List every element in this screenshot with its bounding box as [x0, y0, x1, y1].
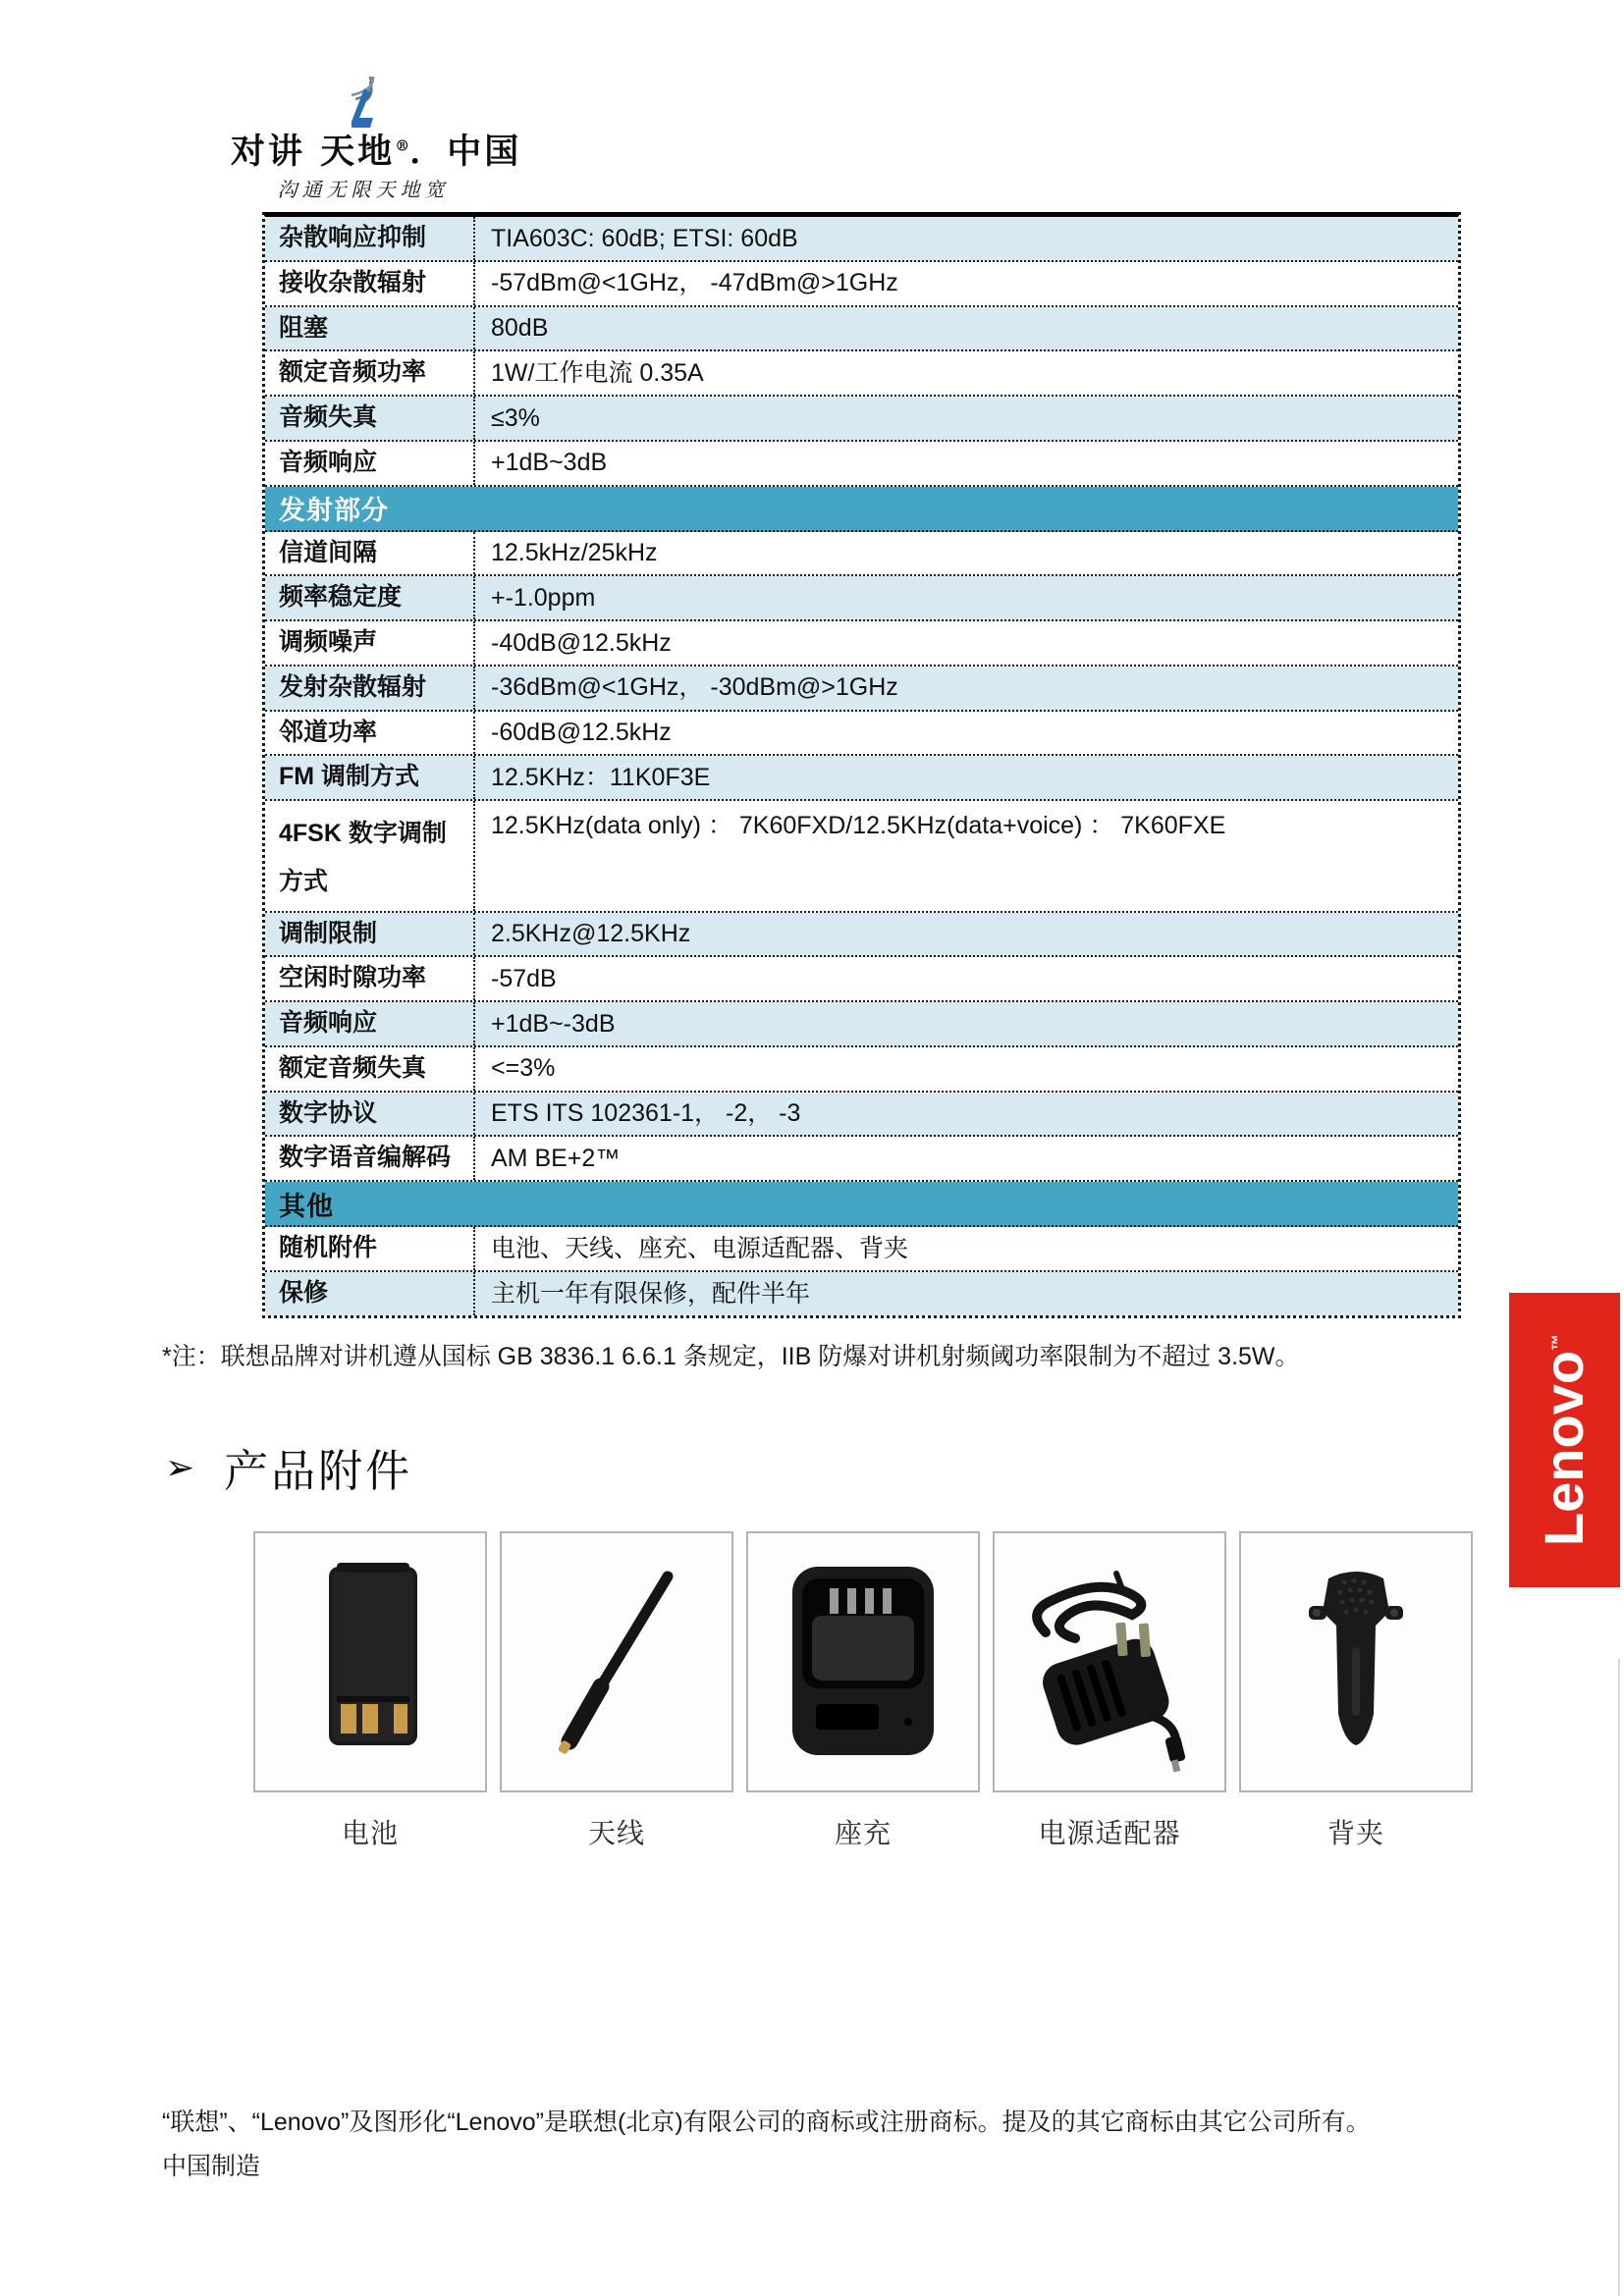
- spec-row: [265, 442, 1458, 487]
- spec-value: 2.5KHz@12.5KHz: [491, 920, 691, 948]
- brand-separator: ．: [409, 132, 448, 172]
- spec-table: [262, 212, 1461, 1318]
- lenovo-wordmark: [1533, 1333, 1596, 1547]
- charger-base-icon: [765, 1549, 961, 1775]
- spec-row: [265, 957, 1458, 1002]
- spec-value: 80dB: [491, 314, 549, 343]
- spec-value: 电池、天线、座充、电源适配器、背夹: [491, 1234, 909, 1262]
- spec-label: 阻塞: [265, 307, 475, 350]
- spec-label: 邻道功率: [265, 712, 475, 755]
- spec-row: [265, 712, 1458, 757]
- spec-label: 音频失真: [265, 397, 475, 440]
- brand-logo: [231, 77, 522, 202]
- spec-value: AM BE+2™: [491, 1144, 621, 1172]
- spec-row: [265, 1272, 1458, 1315]
- spec-label: 信道间隔: [265, 532, 475, 575]
- battery-image: [253, 1531, 487, 1792]
- spec-row: [265, 1093, 1458, 1138]
- spec-label: 4FSK 数字调制方式: [265, 801, 475, 911]
- spec-value: <=3%: [491, 1054, 556, 1083]
- spec-row: [265, 217, 1458, 262]
- spec-row: [265, 756, 1458, 801]
- spec-label: 额定音频功率: [265, 351, 475, 395]
- spec-value: 12.5kHz/25kHz: [491, 539, 658, 567]
- spec-row: [265, 351, 1458, 397]
- spec-value: -57dB: [491, 964, 557, 992]
- spec-row: [265, 532, 1458, 577]
- spec-value: -36dBm@<1GHz， -30dBm@>1GHz: [491, 673, 898, 702]
- footer-legal: [162, 2101, 1497, 2189]
- spec-row: [265, 913, 1458, 958]
- spec-row: [265, 667, 1458, 712]
- footer-made-in-line: 中国制造: [162, 2153, 261, 2180]
- spec-row: [265, 801, 1458, 913]
- trademark-mark: ™: [1548, 1333, 1568, 1351]
- spec-label: 随机附件: [265, 1227, 475, 1270]
- lenovo-logo-banner: [1509, 1293, 1620, 1587]
- accessories-heading: [165, 1435, 412, 1499]
- spec-value: TIA603C: 60dB; ETSI: 60dB: [491, 224, 798, 252]
- spec-value: ETS ITS 102361-1， -2， -3: [491, 1099, 801, 1128]
- spec-label: 数字语音编解码: [265, 1137, 475, 1180]
- brand-tagline: 沟通无限天地宽: [277, 177, 450, 201]
- spec-row: [265, 1137, 1458, 1182]
- spec-label: 发射杂散辐射: [265, 667, 475, 710]
- accessory-label: 电池: [341, 1818, 399, 1848]
- accessories-title: 产品附件: [224, 1446, 413, 1496]
- registered-mark: ®: [395, 136, 410, 155]
- spec-value: 1W/工作电流 0.35A: [491, 358, 704, 387]
- accessory-card-charger: [746, 1531, 980, 1851]
- spec-label: 调频噪声: [265, 621, 475, 665]
- accessory-card-antenna: [500, 1531, 733, 1851]
- brand-name-cn: 对讲 天地: [231, 132, 396, 172]
- belt-clip-icon: [1258, 1549, 1454, 1775]
- spec-section-header: 发射部分: [265, 487, 1458, 532]
- power-adapter-icon: [1006, 1544, 1213, 1780]
- spec-label: 频率稳定度: [265, 576, 475, 619]
- spec-value: 主机一年有限保修，配件半年: [491, 1279, 811, 1308]
- spec-value: +1dB~3dB: [491, 449, 608, 477]
- spec-label: 额定音频失真: [265, 1047, 475, 1091]
- charger-image: [746, 1531, 980, 1792]
- spec-value: +1dB~-3dB: [491, 1009, 616, 1038]
- accessory-label: 座充: [834, 1818, 892, 1848]
- spec-label: FM 调制方式: [265, 756, 475, 799]
- belt-clip-image: [1239, 1531, 1473, 1792]
- accessory-label: 电源适配器: [1038, 1818, 1181, 1848]
- accessory-label: 天线: [587, 1818, 645, 1848]
- lenovo-wordmark-text: Lenovo: [1533, 1350, 1596, 1547]
- brand-name: [231, 132, 522, 172]
- accessory-card-clip: [1239, 1531, 1473, 1851]
- spec-row: [265, 1047, 1458, 1093]
- spec-value: ≤3%: [491, 403, 540, 432]
- spec-label: 数字协议: [265, 1093, 475, 1136]
- antenna-image: [500, 1531, 733, 1792]
- radio-waves-logo-icon: [340, 77, 387, 132]
- spec-row: [265, 576, 1458, 621]
- spec-label: 调制限制: [265, 913, 475, 956]
- spec-value: -57dBm@<1GHz， -47dBm@>1GHz: [491, 269, 898, 297]
- antenna-icon: [518, 1549, 715, 1775]
- spec-row: [265, 1002, 1458, 1047]
- spec-label: 保修: [265, 1272, 475, 1315]
- brand-region: 中国: [447, 132, 522, 172]
- spec-label: 空闲时隙功率: [265, 957, 475, 1000]
- accessories-row: [253, 1531, 1473, 1851]
- arrow-bullet-icon: ➢: [165, 1446, 195, 1487]
- battery-icon: [272, 1549, 468, 1775]
- spec-row: [265, 397, 1458, 442]
- spec-label: 接收杂散辐射: [265, 262, 475, 305]
- spec-row: [265, 262, 1458, 307]
- spec-value: -40dB@12.5kHz: [491, 628, 672, 657]
- spec-row: [265, 1227, 1458, 1272]
- footer-trademark-line: “联想”、“Lenovo”及图形化“Lenovo”是联想(北京)有限公司的商标或注册商标。提及的其它商标由其它公司所有。: [162, 2109, 1371, 2136]
- accessory-card-adapter: [993, 1531, 1226, 1851]
- spec-row: [265, 307, 1458, 352]
- spec-value: 12.5KHz(data only) ： 7K60FXD/12.5KHz(data+voice) ： 7K60FXE: [491, 812, 1226, 839]
- spec-label: 音频响应: [265, 1002, 475, 1045]
- spec-value: 12.5KHz：11K0F3E: [491, 763, 711, 791]
- spec-value: +-1.0ppm: [491, 583, 596, 612]
- footnote: *注：联想品牌对讲机遵从国标 GB 3836.1 6.6.1 条规定，IIB 防爆对讲机射频阈功率限制为不超过 3.5W。: [162, 1343, 1300, 1370]
- accessory-label: 背夹: [1326, 1818, 1384, 1848]
- spec-row: [265, 621, 1458, 667]
- spec-section-header: 其他: [265, 1182, 1458, 1227]
- spec-value: -60dB@12.5kHz: [491, 719, 672, 747]
- scan-edge-artifact: [1618, 1659, 1620, 2296]
- spec-label: 音频响应: [265, 442, 475, 485]
- spec-label: 杂散响应抑制: [265, 217, 475, 260]
- power-adapter-image: [993, 1531, 1226, 1792]
- accessory-card-battery: [253, 1531, 487, 1851]
